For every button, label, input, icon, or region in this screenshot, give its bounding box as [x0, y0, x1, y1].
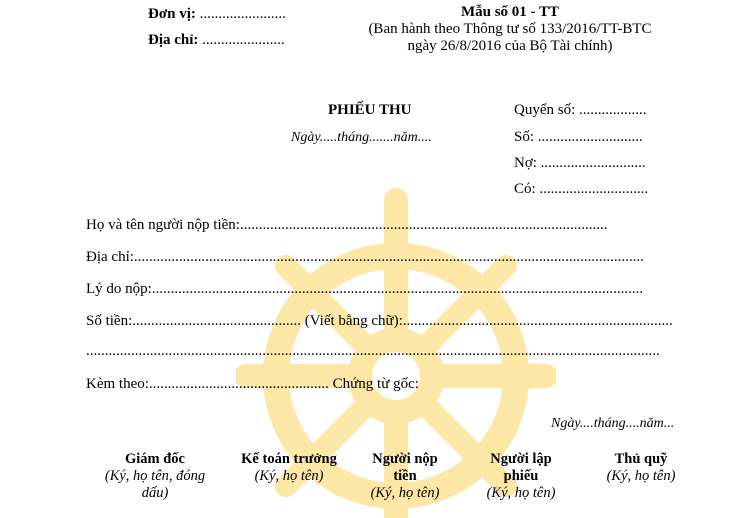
payer-name-field: Họ và tên người nộp tiền:..................................................................................................	[86, 217, 608, 233]
unit-dots: .......................	[199, 6, 286, 22]
unit-line	[148, 6, 286, 23]
signature-chief-accountant	[228, 451, 350, 485]
reason-field: Lý do nộp:...................................................................................................................................	[86, 281, 644, 297]
signature-preparer-sub: (Ký, họ tên)	[486, 485, 556, 501]
address-header-label: Địa chỉ:	[148, 32, 199, 48]
sign-date: Ngày....tháng....năm...	[551, 416, 675, 431]
form-code: Mẫu số 01 - TT	[460, 4, 560, 20]
page-title: PHIẾU THU	[328, 102, 412, 118]
signature-chief-accountant-sub: (Ký, họ tên)	[254, 468, 324, 484]
issued-line-2: ngày 26/8/2016 của Bộ Tài chính)	[407, 38, 613, 54]
receipt-number: Số: ............................	[514, 129, 643, 145]
address-header-dots: ......................	[202, 32, 285, 48]
signature-chief-accountant-title: Kế toán trưởng	[241, 451, 337, 467]
signature-cashier-title: Thủ quỹ	[614, 451, 668, 467]
amount-continuation: .........................................................................................................................................................	[86, 343, 660, 359]
debit-account: Nợ: ............................	[514, 155, 646, 171]
signature-director-sub: (Ký, họ tên, đóng dấu)	[104, 468, 206, 501]
signature-payer	[360, 451, 450, 502]
signature-director	[94, 451, 216, 502]
signature-cashier	[588, 451, 694, 485]
credit-account: Có: .............................	[514, 181, 649, 197]
amount-field: Số tiền:............................................. (Viết bằng chữ):........................................................................	[86, 313, 673, 329]
attached-field: Kèm theo:................................................ Chứng từ gốc:	[86, 376, 419, 392]
address-field: Địa chỉ:........................................................................................................................................	[86, 249, 644, 265]
issued-line-1: (Ban hành theo Thông tư số 133/2016/TT-BTC	[368, 21, 652, 37]
signature-preparer-title: Người lập phiếu	[490, 451, 552, 484]
book-number: Quyển số: ..................	[514, 102, 647, 118]
unit-label: Đơn vị:	[148, 6, 196, 22]
signature-payer-title: Người nộp tiền	[372, 451, 438, 484]
date-line: Ngày.....tháng.......năm....	[291, 130, 432, 145]
address-header-line	[148, 32, 285, 49]
signature-preparer	[476, 451, 566, 502]
signature-director-title: Giám đốc	[124, 451, 185, 467]
signature-payer-sub: (Ký, họ tên)	[370, 485, 440, 501]
signature-cashier-sub: (Ký, họ tên)	[606, 468, 676, 484]
